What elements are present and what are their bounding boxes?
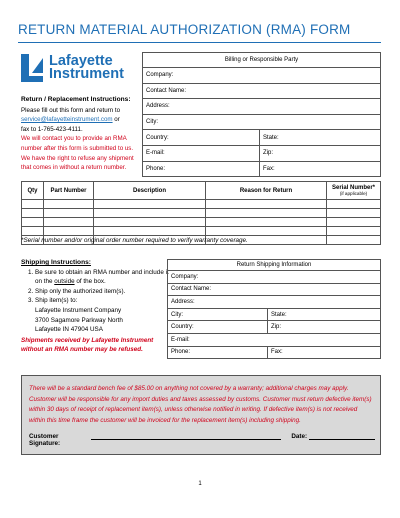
- col-serial: Serial Number* (if applicable): [327, 182, 381, 200]
- return-instructions-heading: Return / Replacement Instructions:: [21, 96, 131, 103]
- shipping-step-3: 3. Ship item(s) to:: [35, 296, 171, 306]
- shipping-heading: Shipping Instructions:: [21, 259, 91, 266]
- ret-city-field[interactable]: City:: [168, 308, 268, 321]
- company-logo: [21, 54, 124, 82]
- billing-email-field[interactable]: E-mail:: [143, 145, 260, 161]
- col-part-number: Part Number: [44, 182, 94, 200]
- table-cell[interactable]: [206, 209, 327, 218]
- billing-country-field[interactable]: Country:: [143, 130, 260, 146]
- ret-email-field[interactable]: E-mail:: [168, 333, 381, 346]
- table-cell[interactable]: [206, 200, 327, 209]
- table-row[interactable]: [22, 209, 381, 218]
- serial-note: *Serial number and/or original order number required to verify warranty coverage.: [21, 237, 248, 244]
- col-qty: Qty: [22, 182, 44, 200]
- fee-notice-box: [21, 375, 381, 455]
- table-cell[interactable]: [94, 227, 206, 236]
- table-cell[interactable]: [44, 209, 94, 218]
- signature-row: [29, 433, 375, 447]
- ret-phone-field[interactable]: Phone:: [168, 346, 268, 359]
- table-cell[interactable]: [22, 218, 44, 227]
- items-table: [21, 181, 381, 245]
- table-cell[interactable]: [22, 200, 44, 209]
- table-cell[interactable]: [327, 218, 381, 227]
- ret-contact-field[interactable]: Contact Name:: [168, 283, 381, 296]
- shipping-step-1: 1. Be sure to obtain an RMA number and include it on the outside of the box.: [35, 268, 171, 287]
- col-description: Description: [94, 182, 206, 200]
- billing-phone-field[interactable]: Phone:: [143, 161, 260, 177]
- table-cell[interactable]: [44, 218, 94, 227]
- table-cell[interactable]: [22, 209, 44, 218]
- table-cell[interactable]: [94, 200, 206, 209]
- table-cell[interactable]: [206, 218, 327, 227]
- title-divider: [18, 42, 381, 43]
- billing-fax-field[interactable]: Fax:: [260, 161, 381, 177]
- table-cell[interactable]: [44, 227, 94, 236]
- signature-label: Customer Signature:: [29, 433, 61, 447]
- logo-line1: Lafayette: [49, 53, 113, 69]
- table-row[interactable]: [22, 200, 381, 209]
- billing-table: [142, 52, 381, 177]
- table-row[interactable]: [22, 227, 381, 236]
- billing-state-field[interactable]: State:: [260, 130, 381, 146]
- table-cell[interactable]: [94, 218, 206, 227]
- shipping-instructions: [21, 258, 171, 355]
- date-line[interactable]: [309, 433, 375, 440]
- table-cell[interactable]: [22, 227, 44, 236]
- instructions-line1: Please fill out this form and return to: [21, 106, 121, 114]
- return-instructions: [21, 95, 139, 173]
- ret-zip-field[interactable]: Zip:: [268, 321, 381, 334]
- ret-state-field[interactable]: State:: [268, 308, 381, 321]
- table-cell[interactable]: [327, 200, 381, 209]
- logo-mark-icon: [21, 54, 45, 82]
- billing-company-field[interactable]: Company:: [143, 68, 381, 84]
- billing-zip-field[interactable]: Zip:: [260, 145, 381, 161]
- billing-header: Billing or Responsible Party: [143, 53, 381, 68]
- table-cell[interactable]: [327, 236, 381, 245]
- ret-country-field[interactable]: Country:: [168, 321, 268, 334]
- shipping-warning: Shipments received by Lafayette Instrument without an RMA number may be refused.: [21, 336, 154, 354]
- form-title: RETURN MATERIAL AUTHORIZATION (RMA) FORM: [18, 22, 351, 37]
- ret-company-field[interactable]: Company:: [168, 271, 381, 284]
- table-cell[interactable]: [327, 209, 381, 218]
- billing-address-field[interactable]: Address:: [143, 99, 381, 115]
- date-label: Date:: [291, 433, 308, 440]
- table-cell[interactable]: [327, 227, 381, 236]
- billing-city-field[interactable]: City:: [143, 114, 381, 130]
- table-cell[interactable]: [44, 200, 94, 209]
- rma-warning: We will contact you to provide an RMA number after this form is submitted to us. We have the right to refuse any shipment that comes in without a return number.: [21, 135, 134, 172]
- fax-line: fax to 1-765-423-4111.: [21, 125, 83, 133]
- service-email-link[interactable]: service@lafayetteinstrument.com: [21, 116, 113, 124]
- shipping-step-2: 2. Ship only the authorized item(s).: [35, 287, 171, 297]
- fee-notice-text: There will be a standard bench fee of $85.00 on anything not covered by a warranty; additional charges may apply. Customer will be responsible for any import duties and taxes assessed by customs. Customer must return defective item(s) within 30 days of receipt of replacement item(s), unless otherwise notified in writing. If defective item(s) is not received within this time frame the customer will be invoiced for the replacement item(s) including shipping.: [29, 385, 372, 424]
- serial-subtext: (if applicable): [339, 191, 368, 196]
- ret-fax-field[interactable]: Fax:: [268, 346, 381, 359]
- col-reason: Reason for Return: [206, 182, 327, 200]
- ret-address-field[interactable]: Address:: [168, 296, 381, 309]
- email-suffix: or: [112, 116, 120, 124]
- table-cell[interactable]: [206, 227, 327, 236]
- page-number: 1: [198, 481, 202, 487]
- table-cell[interactable]: [94, 209, 206, 218]
- return-shipping-header: Return Shipping Information: [168, 260, 381, 271]
- return-shipping-table: [167, 259, 381, 359]
- logo-line2: Instrument: [49, 66, 124, 82]
- ship-to-address: Lafayette Instrument Company 3700 Sagamore Parkway North Lafayette IN 47904 USA: [35, 306, 123, 334]
- signature-line[interactable]: [91, 433, 281, 440]
- billing-contact-field[interactable]: Contact Name:: [143, 83, 381, 99]
- table-row[interactable]: [22, 218, 381, 227]
